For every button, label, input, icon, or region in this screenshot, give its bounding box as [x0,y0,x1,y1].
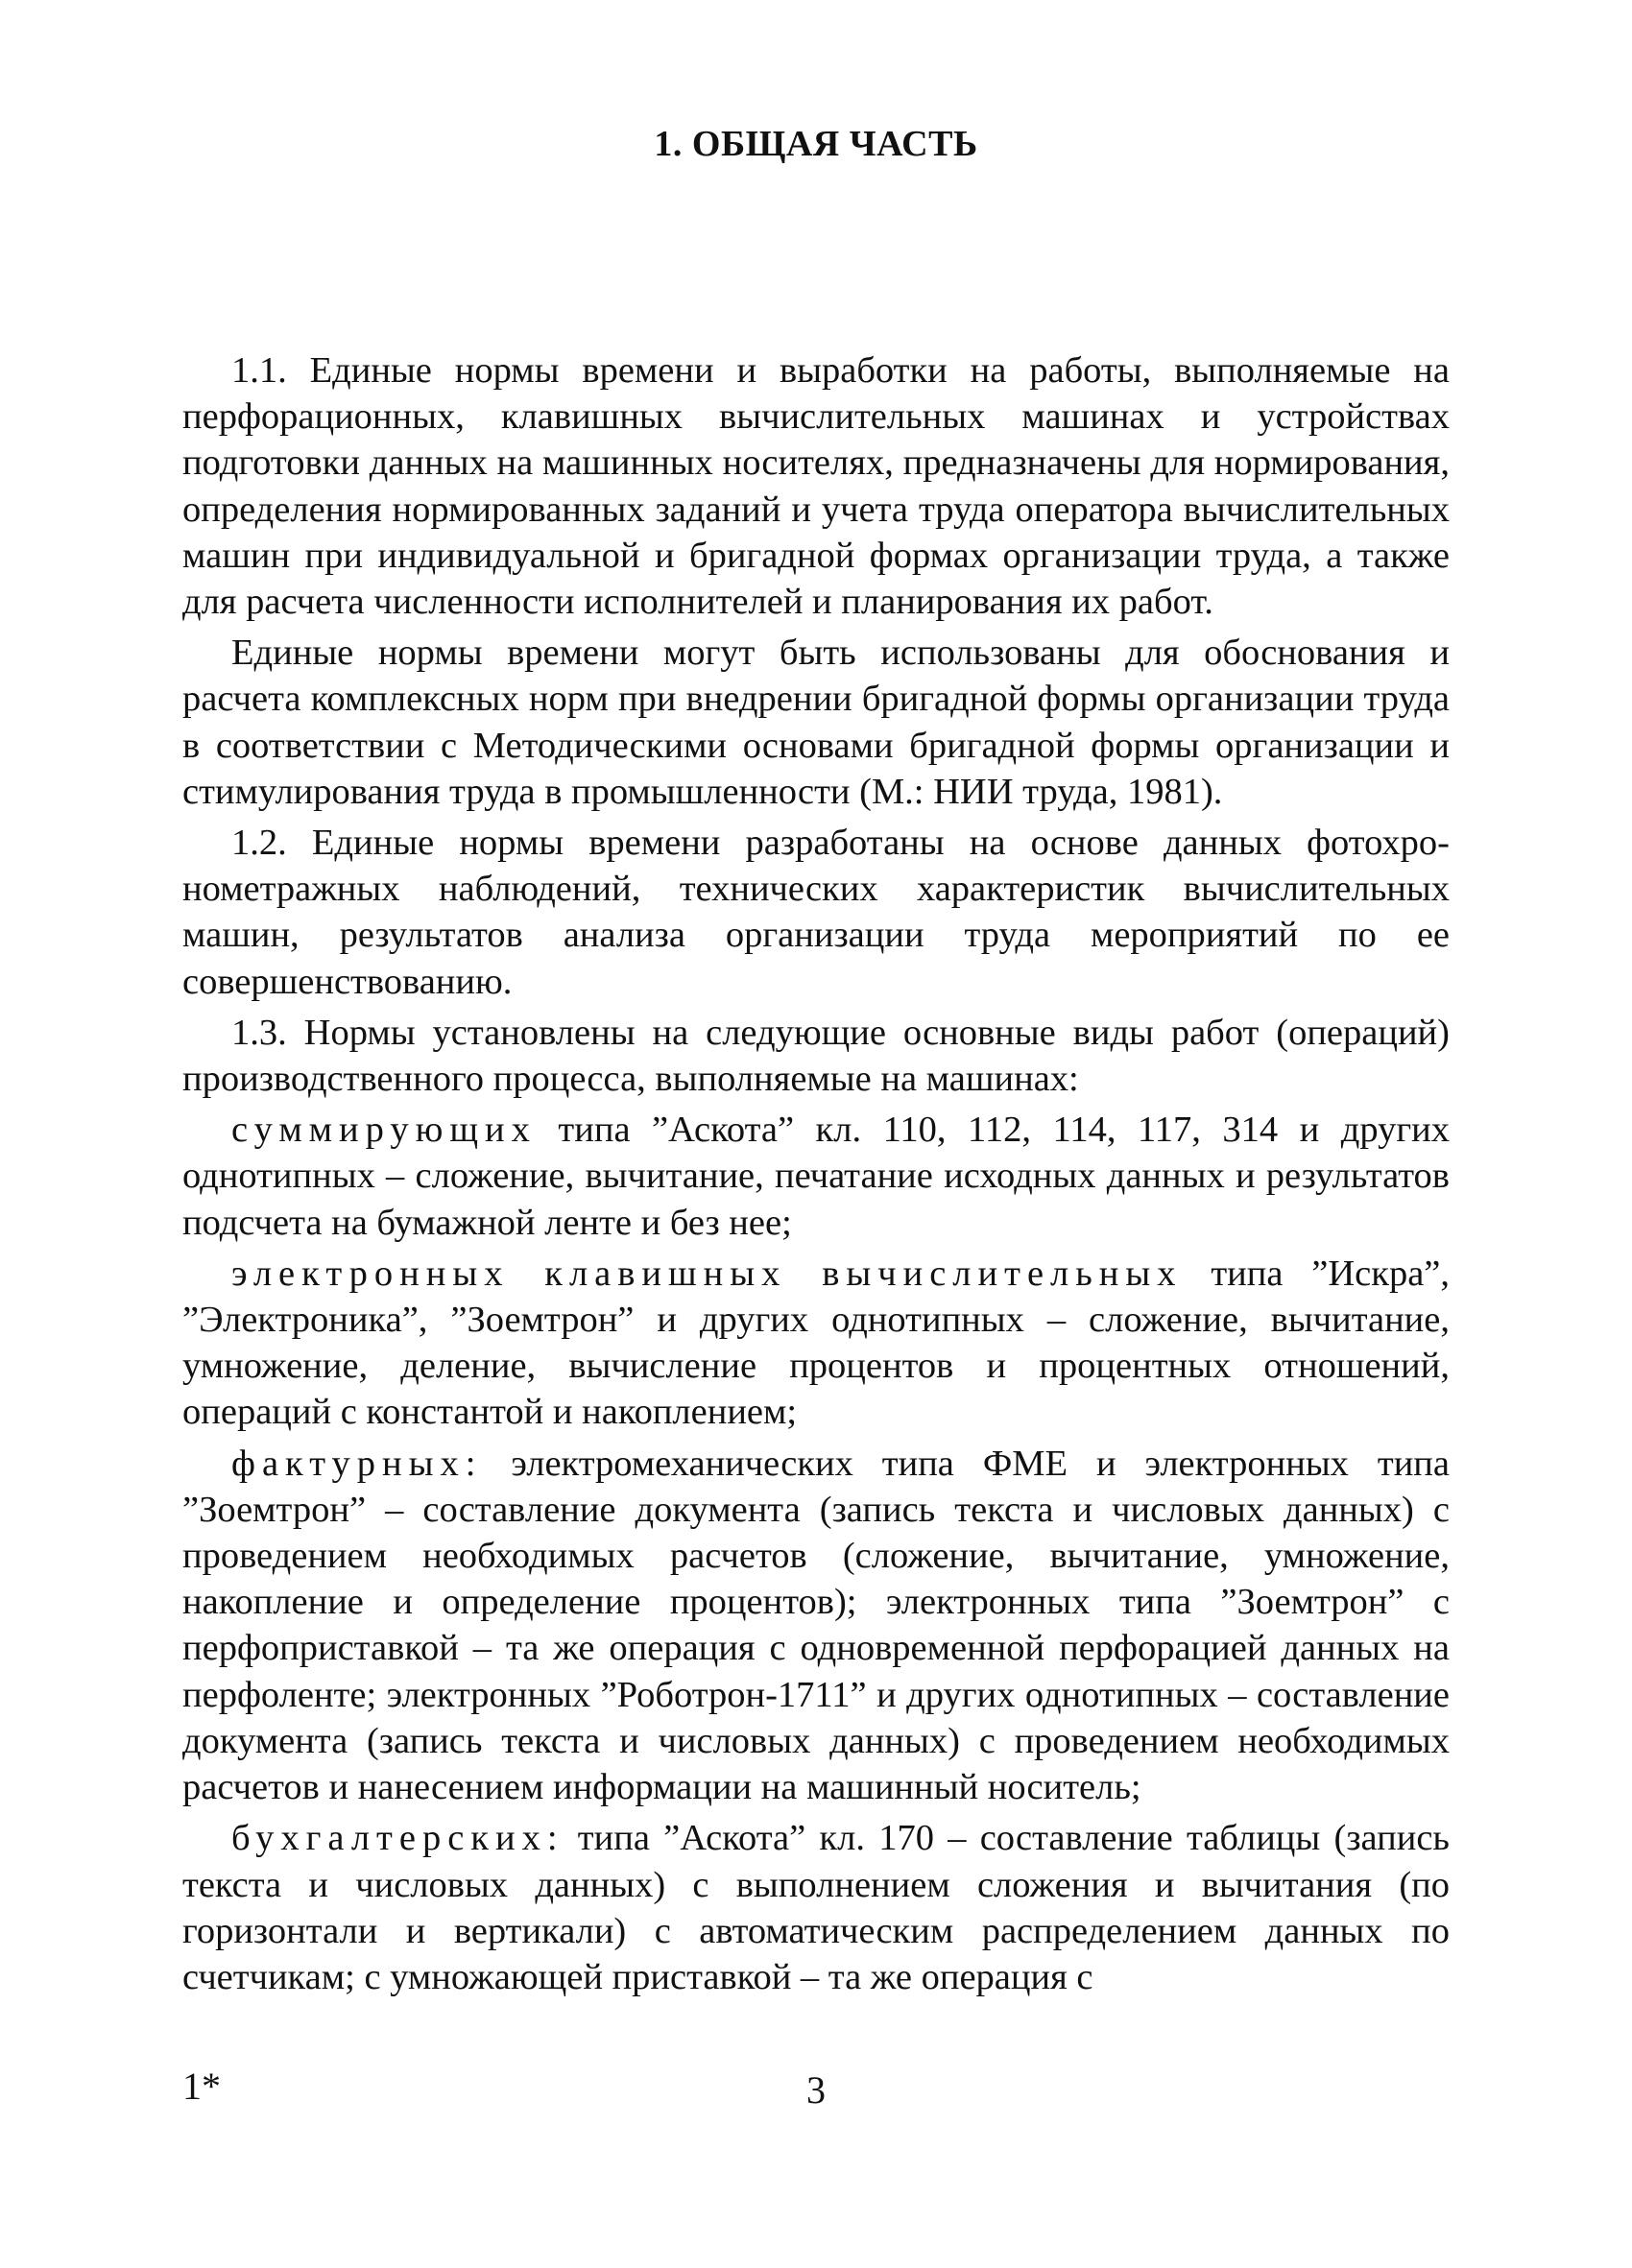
page-number: 3 [806,2068,826,2112]
text-summing: типа ”Аскота” кл. 110, 112, 114, 117, 314 и других однотипных – сложение, вычитание, печатание исходных данных и результатов подсчета на бумажной ленте и без нее; [182,1110,1450,1243]
paragraph-1-3: 1.3. Нормы установлены на следующие основные виды работ (операций) производственного процесса, выполняемые на машинах: [182,1012,1450,1100]
paragraph-1-2: 1.2. Единые нормы времени разработаны на основе данных фотохронометражных наблюдений, технических характеристик вычислительных машин, результатов анализа организации труда мероприятий по ее совершенствованию. [182,823,1450,1002]
list-item-summing-machines [182,1107,1450,1246]
signature-mark: 1* [182,2065,221,2108]
term-electronic: электронных клавишных вычислительных [231,1253,1183,1294]
text-electronic: типа ”Искра”, ”Электроника”, ”Зоемтрон” и других однотипных – сложение, вычитание, умножение, деление, вычисление процентов и процентных отношений, операций с константой и накоплением; [182,1253,1450,1433]
paragraph-1-1-continued: Единые нормы времени могут быть использованы для обоснования и расчета комплексных норм при внедрении бригадной формы организации труда в соответствии с Методическими основами бригадной формы организации и стимулирования труда в промышленности (М.: НИИ труда, 1981). [182,633,1450,812]
text-accounting: типа ”Аскота” кл. 170 – составление таблицы (запись текста и числовых данных) с выполнением сложения и вычитания (по горизонтали и вертикали) с автоматическим распределением данных по счетчикам; с умножающей приставкой – та же операция с [182,1818,1450,1997]
text-invoice: электромеханических типа ФМЕ и электронных типа ”Зоемтрон” – составление документа (запись текста и числовых данных) с проведением необходимых расчетов (сложение, вычитание, умножение, накопление и определение процентов); электронных типа ”Зоемтрон” с перфоприставкой – та же операция с одновременной перфорацией данных на перфоленте; электронных ”Роботрон-1711” и других однотипных – составление документа (запись текста и числовых данных) с проведением необходимых расчетов и нанесением информации на машинный носитель; [182,1443,1450,1808]
term-invoice: фактурных: [231,1443,483,1484]
page-footer [0,2064,1632,2121]
list-item-accounting-machines [182,1815,1450,2000]
term-accounting: бухгалтерских: [231,1818,564,1859]
page-title: 1. ОБЩАЯ ЧАСТЬ [654,124,978,164]
term-summing: суммирующих [231,1110,537,1151]
paragraph-1-1: 1.1. Единые нормы времени и выработки на работы, выполняемые на перфорационных, клавишных вычислительных машинах и устройствах подготовки данных на машинных носителях, предназначены для нормирования, определения нормированных заданий и учета труда оператора вычислительных машин при индивидуальной и бригадной формах организации труда, а также для расчета численности исполнителей и планирования их работ. [182,350,1450,623]
body-text [182,347,1450,2005]
list-item-invoice-machines [182,1441,1450,1811]
list-item-electronic-calculators [182,1251,1450,1436]
